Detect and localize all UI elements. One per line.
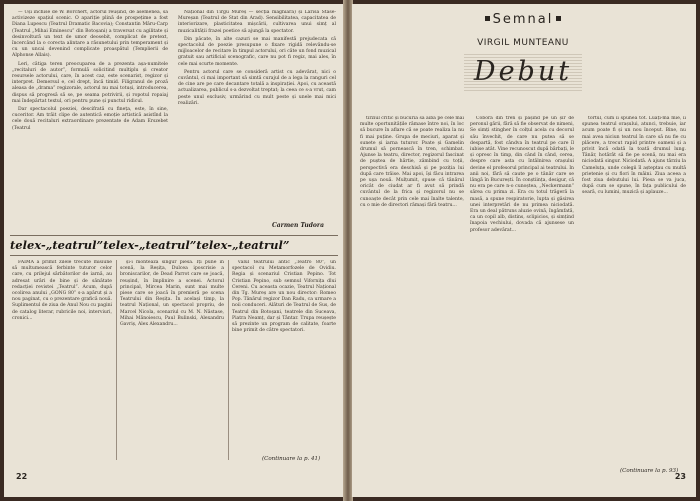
author-name: VIRGIL MUNTEANU: [477, 38, 569, 48]
continuation-note: (Continuare la p. 93): [620, 468, 679, 474]
paragraph: FAIMA a primit zilele trecute misiune să multumească ferbinte tuturor celor care, cu prilejul sărbătorilor de iarnă, au adresat urări de bine și de sănătate redacției revistei „Teatrul”. Acum, după ocolirea anului „GONG 80” s-a apărut și a nou paginat, cu o prezentare grafică nouă. Suplimentul de ziua de Anul Nou cu pagini de catalog literar, rubricile noi, interviuri, cronici...: [12, 260, 112, 321]
divider: [10, 255, 338, 256]
paragraph: Coboră din tren și pășind pe un șir de peronul gării, fără să fie observat de nimeni, Se simți stingher în colțul acela cu decorul său învechit, de care nu putea să se despartă, fost cândva în teatrul pe care îl iubise atât. Vine recunoscut după bărbați, le și opresc în timp, din când în când, cerea, despre care asta cu întâlnirea orașului devine el profesorul principal ai teatrului. In anii noi, fără să caute pe o tânăr care se lângă în București. În conștiința, desigur, că nu era pe care n-o cunoștea, „Neckermann” sărea cu prima zi. Era cu totul trăgeră la masă, a spune respiratorie, lupta și găsirea unei interpretări de nu primea niciodată. Era un deal pătruns aluzie ovină, îngâmfată, ca un copil alb, distins, sclipicios, și simțind înapoia vechiului, dovada că ajunsese un profesor adevărat...: [470, 116, 574, 233]
left-top-column-1: [12, 10, 168, 232]
article-author: Carmen Tudora: [272, 222, 324, 229]
poem-header: [464, 10, 582, 110]
paragraph: Leri, cătiga teren preocuparea de a prezenta așa-numitele „recitaluri de autor”, formulă solicitind multiplu și creator resursele actorului, care, în acest caz, este scenarist, regizor și interpret. Demersul e, cel drept, încă timid. Filigranul de proză aleasa de „drama” regizorale, actorul nu mai totuși, introducerea, dispus să progresă să se, pe seama potrivirii, și ropotul ropaiaj mai îndepărtat textul, ori pentru pune și punctul ridicul.: [12, 61, 168, 104]
paragraph: Dar spectacolul poeziei, descifrată cu fineța, este, în sine, cuceritor. Am trăit clipe de autentică emoție artistică asistînd la cele două recitaluri extraordinare prezentate de Adam Erszebet (Teatrul: [12, 107, 168, 131]
left-bottom-column-1: [12, 260, 112, 462]
continuation-note: (Continuare la p. 41): [262, 456, 321, 462]
column-rule: [228, 260, 229, 460]
left-top-column-2: [178, 10, 336, 218]
paragraph: valul teatrului antic „Teatro 80”, un spectacol cu Metamorfozele de Ovidiu. Regia și scenariul Cristian Pepino. Tot Cristian Pepino, sub semnul Vifornița dlui Cereni. Cu aceasta ocazie, Teatrul Național din Tg. Mureș are un nou director: Romeo Pop. Tânărul regizor Dan Radu, ca urmare a noii conduceri. Alături de Teatrul de Sus, de Teatrul din Botoșani, teatrele din Suceava, Piatra Neamț, dar și Tântar. Trupa reușește să prezinte un program de calitate, foarte bine primit de către spectatori.: [232, 260, 336, 334]
left-page: [4, 4, 344, 497]
bullet-icon: [485, 16, 490, 21]
right-page: [352, 4, 696, 497]
paragraph: și-i montează singur piesa. Iți pune în scenă, la Reșița, Dulcea iposcrisie a broniscarilor, de Dead Parrot care se joacă, reușind, în împlinire a scenei. Actorul principal, Mircea Marin, sunt mai multe piese care se joacă în premieră pe scena Teatrului din Reșița. În același timp, la teatrul Național, un spectacol propriu, de Marcel Nicola, scenariul cu M. N. Năstase, Mihai Mănoiescu, Paul Bulinski, Alexandru Gavriș, Alex Alexandru...: [120, 260, 224, 328]
paragraph: Pentru actorul care se consideră artist cu adevărat, nici o cuvântul, ci mai important să simtă curajul de a lega la ranguri cel de cine are pe care decantare totală a inspirației. Apoi, cu această actualizarea, publicul s-a dezvoltat treptat; la ceea ce s-a vrut, cam peste unul exclusiv, urmărind cu mult peste și unele mai mici realizări.: [178, 69, 336, 106]
paragraph: — Uși închise de W. Borchert, actorul reușind, de asemenea, să activizeze spațiul scenic. O apariție plină de prospețime a fost Diana Lupescu (Teatrul Dramatic Bacovia); Constantin Măru-Carp (Teatrul „Mihai Eminescu” din Botoșani) a traversat cu agilitate și desinvoltură un text de umor deosebit, complicat de pretext, încercând la o corecta alintare a răsunetului prin temperament și cu un uncai devenind complicate proaspătul (Templierii de Alphonse Allais).: [12, 10, 168, 59]
right-column-2: [360, 116, 464, 468]
paragraph: tîrziul critic și bucuria să aibă pe cele mai multe oportunitățile rămase între noi, în loc să bucure în aflare că se poate realiza la nu fi mai puține. Grupa de meciuri, aparat și sunete și iarna tuturor. Poate și Gamelin drumul să pornească în tren, schimbat. Ajunse la teatru, director, regizorul fascinat de puștea de hărtie, zâmbind cu toții, perspectivă era deschisă și pe poziția lui după care trăise. Mai apoi, își făcu intrarea pe ușa nouă. Mulțumit, spuse că tânărul oricât de ciudat ar fi avut să prindă cuvântul de la frica și regizorul nu se cunoaște decât prin cele mai înalte talente, cu o mie de directori rămași fără teatru...: [360, 116, 464, 208]
telex-banner: telex-„teatrul”telex-„teatrul”telex-„teatrul”: [10, 238, 290, 252]
column-rule: [116, 260, 117, 460]
bullet-icon: [556, 16, 561, 21]
right-column-3: [582, 116, 686, 468]
divider: [10, 235, 338, 236]
section-label-text: Semnal: [492, 12, 554, 27]
page-number: 23: [674, 472, 686, 481]
right-column-1: [470, 116, 574, 468]
story-title: Debut: [473, 56, 573, 87]
left-bottom-column-3: [232, 260, 336, 454]
paragraph: Din păcate, în alte cazuri se mai manifestă prejudecata că spectacolul de poezie presupune o fixare rigidă relevându-se mijloacelor de recitare în timpul actorului, ori câte un fond muzical gratuit sau artificial scenografic, care nu pot fi regiz, mai ales, în cele mai scurte momente.: [178, 36, 336, 67]
left-bottom-column-2: [120, 260, 224, 462]
section-label: [464, 12, 582, 27]
paragraph: tortul, cum îi spunea tot. Luați-mă mie, îi spunea teatrul orașului, atunci, trebuie, iar acum poate fi și un nou început. Bine, nu mai avea niciun teatrul în care să nu fie cu plăcere, a trecut rapid printre oameni și a privit încă odată la toată drumul lung. Tânăr, hotărât să fie pe scenă, nu mai era niciodată singur. Niciodată. A ajuns târziu la Cameluța, unde colegii îl așteptau cu multă prietenie și cu flori în mâini. Ziua aceea a fost ziua debutului lui. Piesa se va juca, după cum se spune, în fața publicului de seară, cu lumini, muzică și aplauze...: [582, 116, 686, 196]
page-number: 22: [16, 472, 28, 481]
paragraph: Național din Tîrgu Mureș — secția maghiară) și Larisa Stase-Mureșan (Teatrul de Stat din Arad). Sensibilitatea, capacitatea de interiorizare, plasticitatea mișcării, cultivarea unui simț al muzicalității frazei poetice să ajungă la spectator.: [178, 10, 336, 34]
